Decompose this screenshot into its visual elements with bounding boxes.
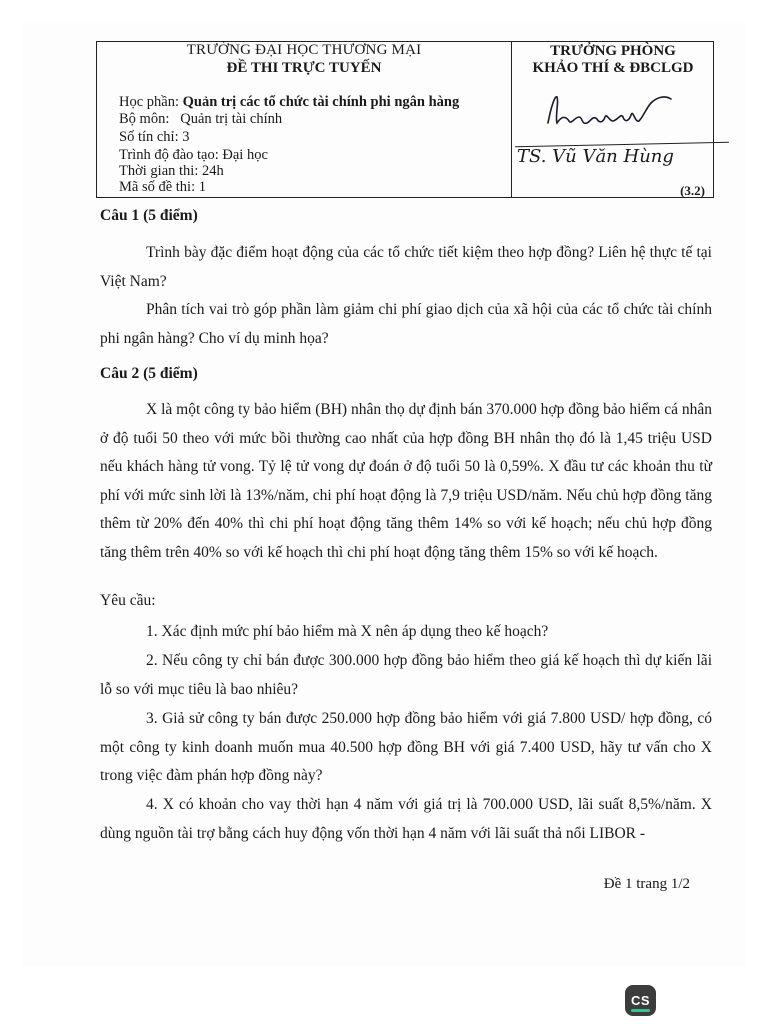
camscanner-logo-icon [625,985,656,1016]
credits-line: Số tín chỉ: 3 [119,129,190,145]
requirement-1: 1. Xác định mức phí bảo hiểm mà X nên áp dụng theo kế hoạch? [146,623,549,640]
question-1-heading: Câu 1 (5 điểm) [100,207,198,224]
subject-line [119,111,282,127]
level-line: Trình độ đào tạo: Đại học [119,147,268,163]
signer-name: TS. Vũ Văn Hùng [517,146,674,167]
approval-block [513,42,713,197]
page-number: Đề 1 trang 1/2 [603,876,690,892]
course-label: Học phần: [119,94,179,110]
requirement-4: 4. X có khoản cho vay thời hạn 4 năm với giá trị là 700.000 USD, lãi suất 8,5%/năm. X dùng nguồn tài trợ bằng cách huy động vốn thời hạn 4 năm với lãi suất thả nổi LIBOR - [100,796,712,842]
exam-info-block [97,42,512,197]
exam-title: ĐỀ THI TRỰC TUYẾN [226,60,382,76]
badge-label: CS [630,993,651,1008]
course-value: Quản trị các tổ chức tài chính phi ngân hàng [182,94,460,110]
school-name: TRƯỜNG ĐẠI HỌC THƯƠNG MẠI [186,42,422,58]
duration-line: Thời gian thi: 24h [119,163,224,179]
requirement-2: 2. Nếu công ty chỉ bán được 300.000 hợp đồng bảo hiểm theo giá kế hoạch thì dự kiến lãi lỗ so với mục tiêu là bao nhiêu? [100,652,712,698]
dept-title-line1: TRƯỞNG PHÒNG [550,43,676,59]
handwritten-signature [543,87,693,137]
requirements-label: Yêu cầu: [100,592,156,609]
exam-code-badge: (3.2) [680,183,705,198]
subject-label: Bộ môn: [119,111,170,127]
exam-header [96,41,714,198]
subject-value: Quản trị tài chính [180,111,283,127]
exam-code-line: Mã số đề thi: 1 [119,179,206,195]
question-2-paragraph: X là một công ty bảo hiểm (BH) nhân thọ dự định bán 370.000 hợp đồng bảo hiểm cá nhân ở độ tuổi 50 theo với mức bồi thường cao nhất của hợp đồng BH nhân thọ đó là 1,45 triệu USD nếu khách hàng tử vong. Tỷ lệ tử vong dự đoán ở độ tuổi 50 là 0,59%. X đầu tư các khoản thu từ phí với mức sinh lời là 13%/năm, chi phí hoạt động là 7,9 triệu USD/năm. Nếu chủ hợp đồng tăng thêm từ 20% đến 40% thì chi phí hoạt động tăng thêm 14% so với kế hoạch; nếu chủ hợp đồng tăng thêm trên 40% so với kế hoạch thì chi phí hoạt động tăng thêm 15% so với kế hoạch. [100,401,712,561]
question-1-paragraph-2: Phân tích vai trò góp phần làm giảm chi phí giao dịch của xã hội của các tổ chức tài chính phi ngân hàng? Cho ví dụ minh họa? [100,301,712,347]
question-1-paragraph-1: Trình bày đặc điểm hoạt động của các tổ chức tiết kiệm theo hợp đồng? Liên hệ thực tế tại Việt Nam? [100,244,712,290]
course-line [119,94,459,110]
question-2-heading: Câu 2 (5 điểm) [100,365,198,382]
requirement-3: 3. Giả sử công ty bán được 250.000 hợp đồng bảo hiểm với giá 7.800 USD/ hợp đồng, có một công ty kinh doanh muốn mua 40.500 hợp đồng BH với giá 7.400 USD, hãy tư vấn cho X trong việc đàm phán hợp đồng này? [100,710,712,784]
dept-title-line2: KHẢO THÍ & ĐBCLGD [532,60,694,76]
